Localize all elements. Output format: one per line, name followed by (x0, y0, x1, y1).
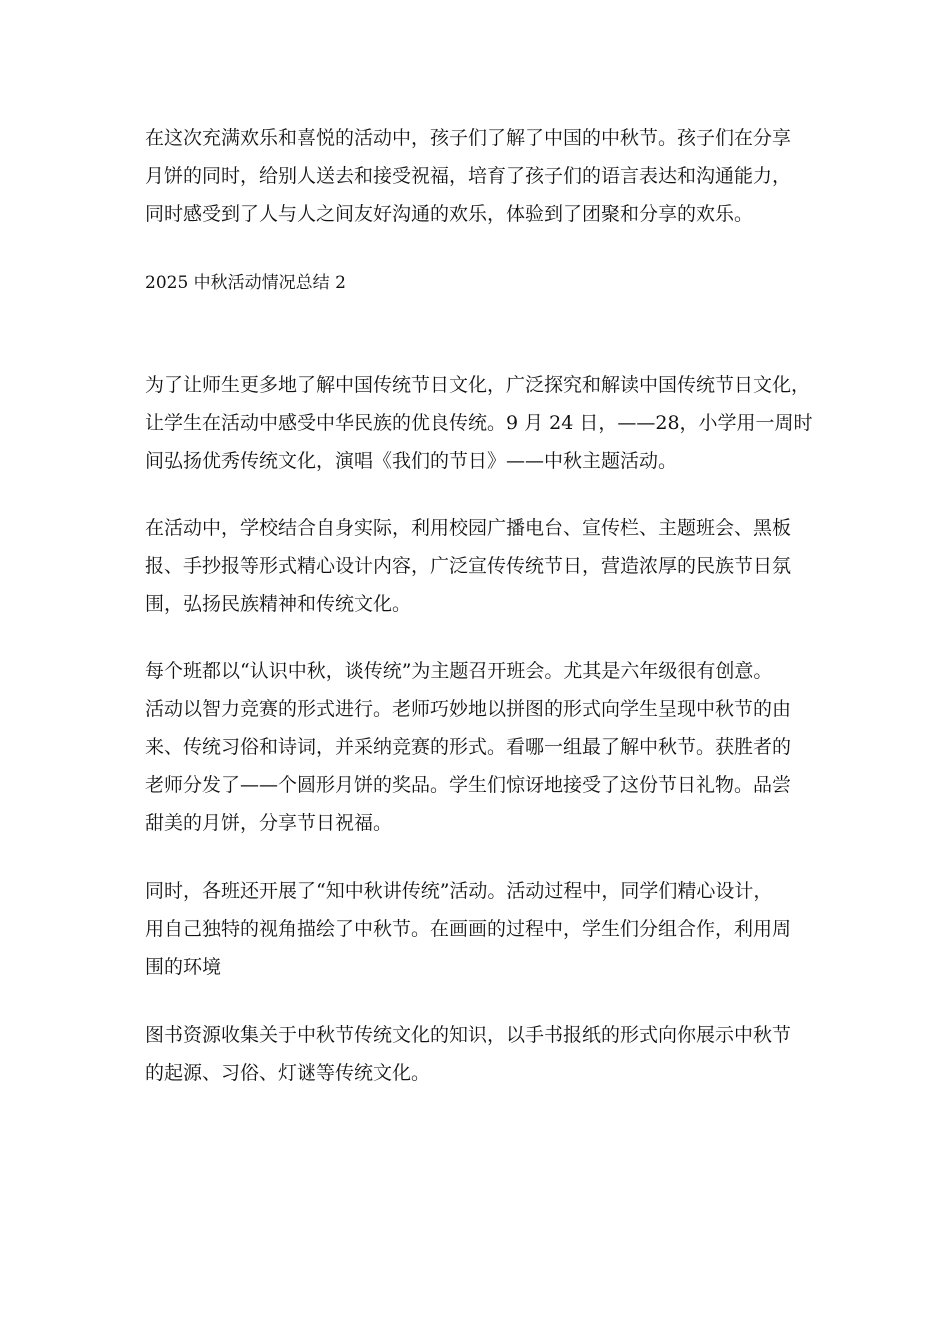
paragraph-3-line-3: 围，弘扬民族精神和传统文化。 (145, 593, 412, 615)
paragraph-2-line-3: 间弘扬优秀传统文化，演唱《我们的节日》——中秋主题活动。 (145, 450, 678, 472)
paragraph-2-line-2: 让学生在活动中感受中华民族的优良传统。9 月 24 日，——28，小学用一周时 (145, 412, 813, 434)
paragraph-6-line-1: 图书资源收集关于中秋节传统文化的知识，以手书报纸的形式向你展示中秋节 (145, 1024, 792, 1046)
paragraph-1-line-3: 同时感受到了人与人之间友好沟通的欢乐，体验到了团聚和分享的欢乐。 (145, 203, 754, 225)
paragraph-3 (145, 509, 815, 623)
section-heading (145, 264, 815, 302)
paragraph-2 (145, 366, 815, 480)
paragraph-2-line-1: 为了让师生更多地了解中国传统节日文化，广泛探究和解读中国传统节日文化， (145, 374, 811, 396)
paragraph-6 (145, 1016, 815, 1092)
paragraph-4-line-2: 活动以智力竞赛的形式进行。老师巧妙地以拼图的形式向学生呈现中秋节的由 (145, 698, 792, 720)
paragraph-4-line-5: 甜美的月饼，分享节日祝福。 (145, 812, 393, 834)
paragraph-5 (145, 872, 815, 986)
paragraph-3-line-2: 报、手抄报等形式精心设计内容，广泛宣传传统节日，营造浓厚的民族节日氛 (145, 555, 792, 577)
paragraph-5-line-2: 用自己独特的视角描绘了中秋节。在画画的过程中，学生们分组合作，利用周 (145, 918, 792, 940)
paragraph-5-line-3: 围的环境 (145, 956, 222, 978)
paragraph-1-line-2: 月饼的同时，给别人送去和接受祝福，培育了孩子们的语言表达和沟通能力， (145, 165, 792, 187)
paragraph-3-line-1: 在活动中，学校结合自身实际，利用校园广播电台、宣传栏、主题班会、黑板 (145, 517, 792, 539)
paragraph-4-line-3: 来、传统习俗和诗词，并采纳竞赛的形式。看哪一组最了解中秋节。获胜者的 (145, 736, 792, 758)
paragraph-4-line-1: 每个班都以“认识中秋，谈传统”为主题召开班会。尤其是六年级很有创意。 (145, 660, 773, 682)
paragraph-1-line-1: 在这次充满欢乐和喜悦的活动中，孩子们了解了中国的中秋节。孩子们在分享 (145, 127, 792, 149)
section-heading-text: 2025 中秋活动情况总结 2 (145, 273, 346, 293)
paragraph-6-line-2: 的起源、习俗、灯谜等传统文化。 (145, 1062, 431, 1084)
paragraph-4-line-4: 老师分发了——个圆形月饼的奖品。学生们惊讶地接受了这份节日礼物。品尝 (145, 774, 792, 796)
paragraph-1 (145, 119, 815, 233)
paragraph-4 (145, 652, 815, 842)
paragraph-5-line-1: 同时，各班还开展了“知中秋讲传统”活动。活动过程中，同学们精心设计， (145, 880, 773, 902)
